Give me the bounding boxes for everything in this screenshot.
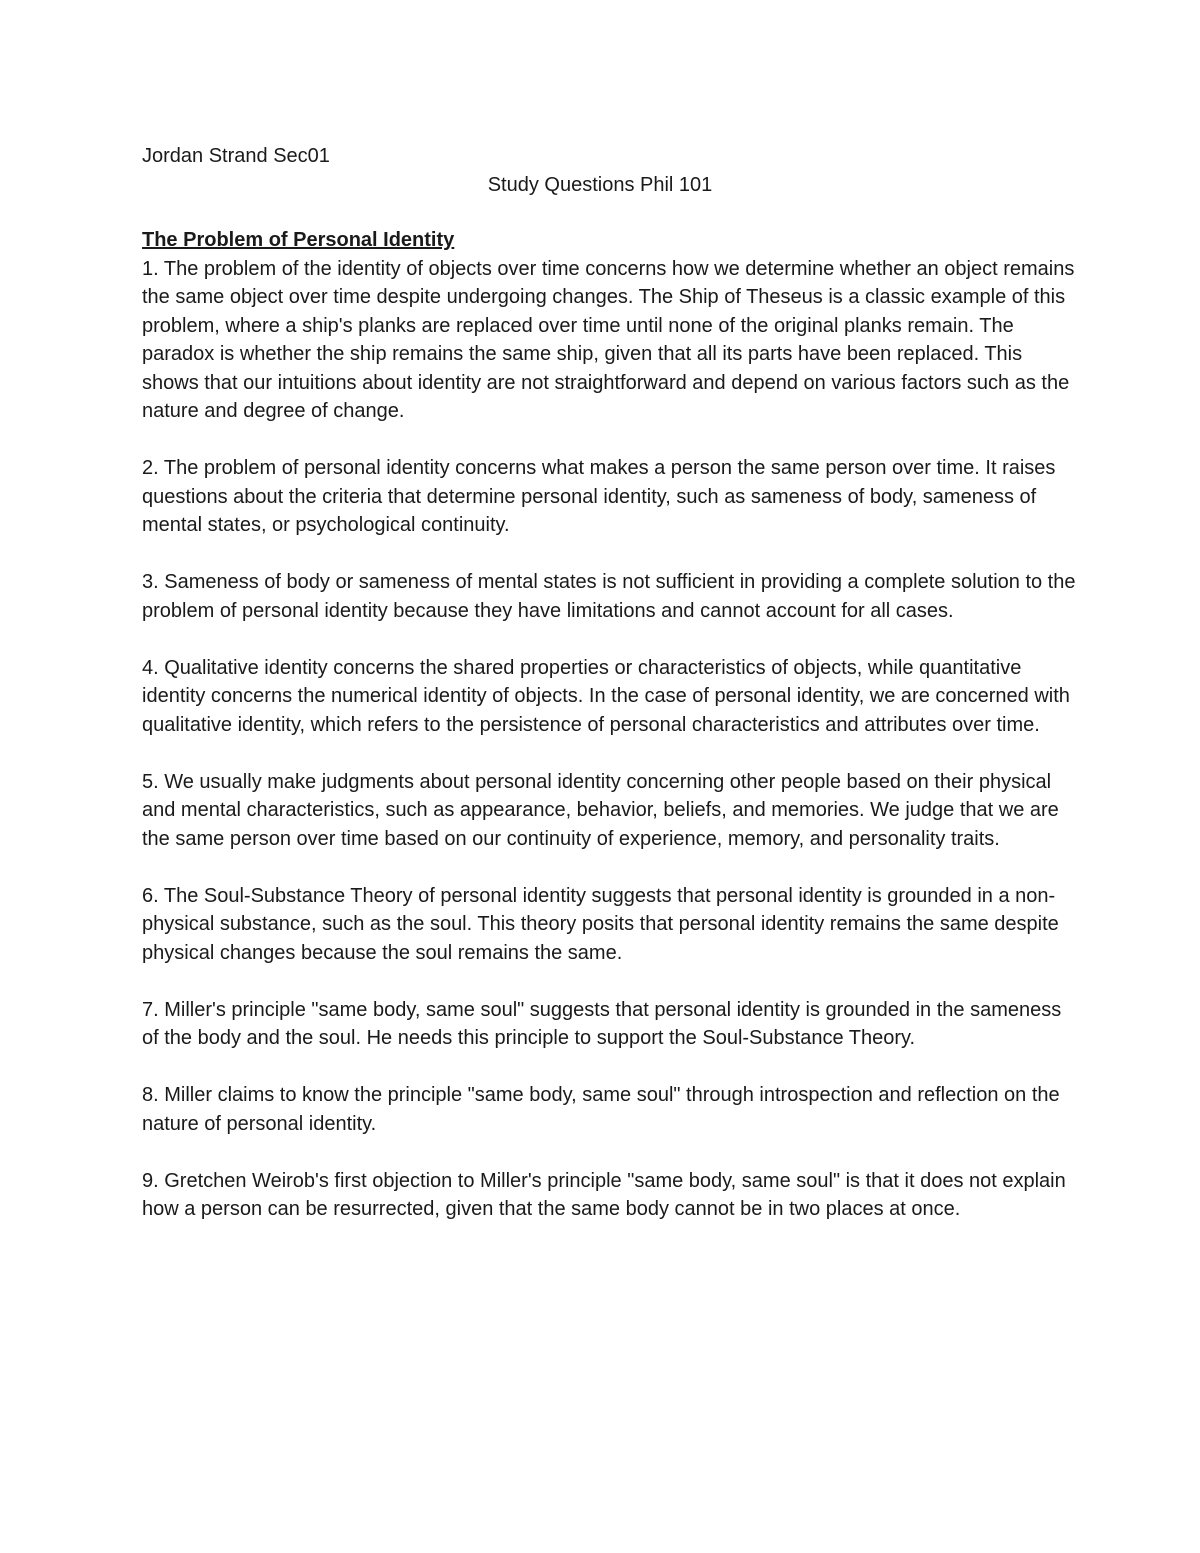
author-line: Jordan Strand Sec01: [142, 145, 330, 167]
answer-paragraph-1: 1. The problem of the identity of objects over time concerns how we determine whether an object remains the same object over time despite undergoing changes. The Ship of Theseus is a classic example of this problem, where a ship's planks are replaced over time until none of the original planks remain. The paradox is whether the ship remains the same ship, given that all its parts have been replaced. This shows that our intuitions about identity are not straightforward and depend on various factors such as the nature and degree of change.: [142, 257, 1075, 422]
document-body: [142, 226, 1082, 1252]
answer-paragraph-7: 7. Miller's principle "same body, same soul" suggests that personal identity is grounded in the sameness of the body and the soul. He needs this principle to support the Soul-Substance Theory.: [142, 998, 1062, 1049]
section-heading: The Problem of Personal Identity: [142, 229, 455, 251]
answer-paragraph-9: 9. Gretchen Weirob's first objection to Miller's principle "same body, same soul" is that it does not explain how a person can be resurrected, given that the same body cannot be in two places at once.: [142, 1169, 1066, 1220]
answer-paragraph-6: 6. The Soul-Substance Theory of personal identity suggests that personal identity is grounded in a non-physical substance, such as the soul. This theory posits that personal identity remains the same despite physical changes because the soul remains the same.: [142, 884, 1059, 964]
answer-paragraph-2: 2. The problem of personal identity concerns what makes a person the same person over time. It raises questions about the criteria that determine personal identity, such as sameness of body, sameness of mental states, or psychological continuity.: [142, 457, 1056, 536]
answer-paragraph-3: 3. Sameness of body or sameness of mental states is not sufficient in providing a complete solution to the problem of personal identity because they have limitations and cannot account for all cases.: [142, 571, 1076, 622]
answer-paragraph-5: 5. We usually make judgments about personal identity concerning other people based on their physical and mental characteristics, such as appearance, behavior, beliefs, and memories. We judge that we are the same person over time based on our continuity of experience, memory, and personality traits.: [142, 770, 1059, 850]
answer-paragraph-8: 8. Miller claims to know the principle "same body, same soul" through introspection and reflection on the nature of personal identity.: [142, 1084, 1060, 1135]
answer-paragraph-4: 4. Qualitative identity concerns the shared properties or characteristics of objects, while quantitative identity concerns the numerical identity of objects. In the case of personal identity, we are concerned with qualitative identity, which refers to the persistence of personal characteristics and attributes over time.: [142, 656, 1070, 736]
document-title: Study Questions Phil 101: [487, 174, 713, 196]
